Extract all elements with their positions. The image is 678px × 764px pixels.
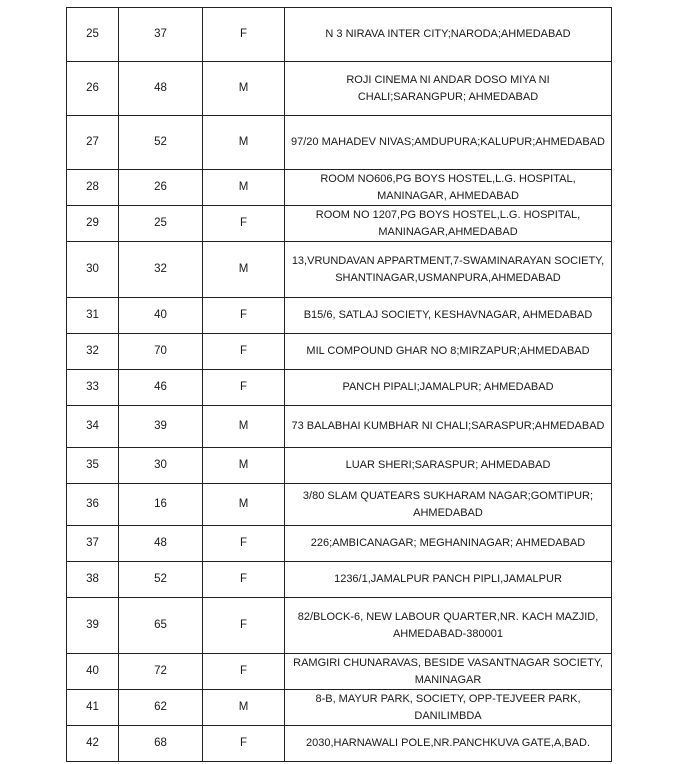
serial-number-cell: 26: [67, 62, 119, 116]
age-cell: 65: [119, 598, 203, 654]
sex-cell: F: [203, 562, 285, 598]
age-cell: 37: [119, 8, 203, 62]
table-row: [67, 62, 612, 116]
sex-cell: M: [203, 242, 285, 298]
address-cell: 82/BLOCK-6, NEW LABOUR QUARTER,NR. KACH MAZJID, AHMEDABAD-380001: [285, 598, 612, 654]
table-row: [67, 370, 612, 406]
serial-number-cell: 41: [67, 690, 119, 726]
age-cell: 68: [119, 726, 203, 762]
address-cell: 8-B, MAYUR PARK, SOCIETY, OPP-TEJVEER PARK, DANILIMBDA: [285, 690, 612, 726]
table-row: [67, 598, 612, 654]
table-row: [67, 8, 612, 62]
sex-cell: M: [203, 448, 285, 484]
age-cell: 32: [119, 242, 203, 298]
serial-number-cell: 39: [67, 598, 119, 654]
sex-cell: M: [203, 690, 285, 726]
sex-cell: F: [203, 370, 285, 406]
address-cell: B15/6, SATLAJ SOCIETY, KESHAVNAGAR, AHMEDABAD: [285, 298, 612, 334]
address-cell: PANCH PIPALI;JAMALPUR; AHMEDABAD: [285, 370, 612, 406]
table-row: [67, 654, 612, 690]
serial-number-cell: 32: [67, 334, 119, 370]
age-cell: 52: [119, 116, 203, 170]
sex-cell: M: [203, 62, 285, 116]
address-cell: 226;AMBICANAGAR; MEGHANINAGAR; AHMEDABAD: [285, 526, 612, 562]
age-cell: 48: [119, 526, 203, 562]
serial-number-cell: 27: [67, 116, 119, 170]
age-cell: 48: [119, 62, 203, 116]
age-cell: 26: [119, 170, 203, 206]
table-row: [67, 484, 612, 526]
serial-number-cell: 36: [67, 484, 119, 526]
age-cell: 30: [119, 448, 203, 484]
sex-cell: F: [203, 726, 285, 762]
sex-cell: F: [203, 8, 285, 62]
age-cell: 70: [119, 334, 203, 370]
address-cell: 3/80 SLAM QUATEARS SUKHARAM NAGAR;GOMTIPUR; AHMEDABAD: [285, 484, 612, 526]
address-cell: 97/20 MAHADEV NIVAS;AMDUPURA;KALUPUR;AHMEDABAD: [285, 116, 612, 170]
table-row: [67, 690, 612, 726]
address-cell: LUAR SHERI;SARASPUR; AHMEDABAD: [285, 448, 612, 484]
address-cell: 73 BALABHAI KUMBHAR NI CHALI;SARASPUR;AHMEDABAD: [285, 406, 612, 448]
sex-cell: M: [203, 406, 285, 448]
age-cell: 46: [119, 370, 203, 406]
table-row: [67, 334, 612, 370]
age-cell: 40: [119, 298, 203, 334]
table-row: [67, 242, 612, 298]
serial-number-cell: 28: [67, 170, 119, 206]
serial-number-cell: 33: [67, 370, 119, 406]
sex-cell: F: [203, 206, 285, 242]
sex-cell: F: [203, 334, 285, 370]
age-cell: 25: [119, 206, 203, 242]
sex-cell: F: [203, 298, 285, 334]
table-row: [67, 116, 612, 170]
serial-number-cell: 38: [67, 562, 119, 598]
age-cell: 52: [119, 562, 203, 598]
table-row: [67, 526, 612, 562]
sex-cell: M: [203, 170, 285, 206]
patient-table-body: [67, 8, 612, 762]
address-cell: ROJI CINEMA NI ANDAR DOSO MIYA NI CHALI;SARANGPUR; AHMEDABAD: [285, 62, 612, 116]
address-cell: 2030,HARNAWALI POLE,NR.PANCHKUVA GATE,A,BAD.: [285, 726, 612, 762]
sex-cell: F: [203, 526, 285, 562]
sex-cell: M: [203, 116, 285, 170]
address-cell: ROOM NO 1207,PG BOYS HOSTEL,L.G. HOSPITAL, MANINAGAR,AHMEDABAD: [285, 206, 612, 242]
serial-number-cell: 42: [67, 726, 119, 762]
sex-cell: M: [203, 484, 285, 526]
sex-cell: F: [203, 598, 285, 654]
address-cell: MIL COMPOUND GHAR NO 8;MIRZAPUR;AHMEDABAD: [285, 334, 612, 370]
address-cell: ROOM NO606,PG BOYS HOSTEL,L.G. HOSPITAL, MANINAGAR, AHMEDABAD: [285, 170, 612, 206]
table-row: [67, 406, 612, 448]
patient-table-wrapper: [66, 7, 611, 762]
sex-cell: F: [203, 654, 285, 690]
address-cell: 1236/1,JAMALPUR PANCH PIPLI,JAMALPUR: [285, 562, 612, 598]
serial-number-cell: 25: [67, 8, 119, 62]
table-row: [67, 170, 612, 206]
serial-number-cell: 34: [67, 406, 119, 448]
table-row: [67, 726, 612, 762]
address-cell: RAMGIRI CHUNARAVAS, BESIDE VASANTNAGAR SOCIETY, MANINAGAR: [285, 654, 612, 690]
age-cell: 72: [119, 654, 203, 690]
table-row: [67, 206, 612, 242]
serial-number-cell: 29: [67, 206, 119, 242]
serial-number-cell: 31: [67, 298, 119, 334]
serial-number-cell: 35: [67, 448, 119, 484]
serial-number-cell: 30: [67, 242, 119, 298]
serial-number-cell: 40: [67, 654, 119, 690]
age-cell: 16: [119, 484, 203, 526]
age-cell: 62: [119, 690, 203, 726]
table-row: [67, 562, 612, 598]
age-cell: 39: [119, 406, 203, 448]
address-cell: N 3 NIRAVA INTER CITY;NARODA;AHMEDABAD: [285, 8, 612, 62]
address-cell: 13,VRUNDAVAN APPARTMENT,7-SWAMINARAYAN SOCIETY, SHANTINAGAR,USMANPURA,AHMEDABAD: [285, 242, 612, 298]
serial-number-cell: 37: [67, 526, 119, 562]
table-row: [67, 298, 612, 334]
table-row: [67, 448, 612, 484]
patient-table: [66, 7, 612, 762]
